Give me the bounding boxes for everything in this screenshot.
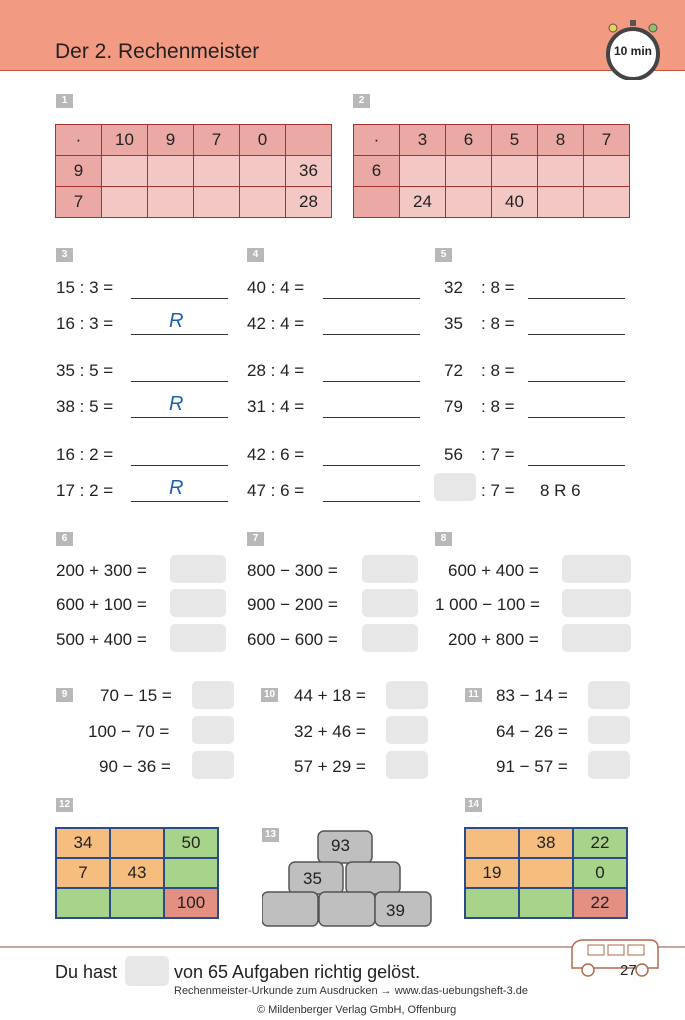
table-cell: · (354, 125, 400, 156)
equation-label: 900 − 200 = (247, 595, 338, 614)
answer-box[interactable] (362, 624, 418, 652)
equation-label: 57 + 29 = (294, 757, 366, 776)
equation-label: : 8 = (481, 397, 515, 416)
grid-cell: 43 (110, 858, 164, 888)
answer-box[interactable] (562, 589, 631, 617)
task-badge-9: 9 (56, 688, 73, 702)
table-cell: 0 (240, 125, 286, 156)
table-cell[interactable] (102, 187, 148, 218)
answer-box[interactable] (562, 555, 631, 583)
answer-box[interactable] (386, 681, 428, 709)
equation-label: : 7 = (481, 445, 515, 464)
equation-label: 800 − 300 = (247, 561, 338, 580)
copyright-text: © Mildenberger Verlag GmbH, Offenburg (257, 1004, 457, 1016)
multiplication-table-1 (55, 124, 332, 218)
answer-line[interactable] (131, 464, 228, 466)
equation-label: 100 − 70 = (88, 722, 170, 741)
remainder-mark: R (169, 393, 184, 415)
equation-label: : 8 = (481, 278, 515, 297)
dividend-label: 32 (444, 278, 463, 297)
grid-cell: 22 (573, 888, 627, 918)
table-cell[interactable] (538, 187, 584, 218)
equation-label: 16 : 3 = (56, 314, 114, 333)
table-cell: 9 (148, 125, 194, 156)
grid-cell: 100 (164, 888, 218, 918)
equation-label: : 7 = (481, 481, 515, 500)
answer-line[interactable] (323, 380, 420, 382)
table-cell[interactable] (240, 156, 286, 187)
van-icon (566, 934, 664, 978)
equation-label: 38 : 5 = (56, 397, 114, 416)
table-cell: 36 (286, 156, 332, 187)
pyramid-value: 35 (303, 869, 322, 888)
answer-box[interactable] (192, 716, 234, 744)
grid-cell: 19 (465, 858, 519, 888)
dividend-label: 56 (444, 445, 463, 464)
grid-cell[interactable] (110, 888, 164, 918)
equation-label: 200 + 800 = (448, 630, 539, 649)
equation-label: 90 − 36 = (99, 757, 171, 776)
answer-box[interactable] (362, 589, 418, 617)
equation-label: 91 − 57 = (496, 757, 568, 776)
table-cell: 5 (492, 125, 538, 156)
equation-label: 42 : 4 = (247, 314, 305, 333)
answer-line[interactable] (528, 380, 625, 382)
answer-line[interactable] (528, 416, 625, 418)
table-cell[interactable] (538, 156, 584, 187)
equation-label: 600 + 100 = (56, 595, 147, 614)
page-number: 27 (620, 962, 637, 979)
equation-label: 31 : 4 = (247, 397, 305, 416)
equation-label: 40 : 4 = (247, 278, 305, 297)
grid-cell[interactable] (519, 888, 573, 918)
grid-cell: 7 (56, 858, 110, 888)
answer-box[interactable] (192, 681, 234, 709)
table-cell: 7 (584, 125, 630, 156)
answer-line[interactable] (131, 333, 228, 335)
answer-box[interactable] (386, 716, 428, 744)
grid-cell[interactable] (164, 858, 218, 888)
equation-label: 83 − 14 = (496, 686, 568, 705)
equation-label: 42 : 6 = (247, 445, 305, 464)
task-badge-6: 6 (56, 532, 73, 546)
table-cell[interactable] (492, 156, 538, 187)
equation-label: 600 + 400 = (448, 561, 539, 580)
page-title: Der 2. Rechenmeister (55, 40, 260, 63)
table-cell: 24 (400, 187, 446, 218)
task-badge-10: 10 (261, 688, 278, 702)
table-cell: 7 (56, 187, 102, 218)
dividend-label: 72 (444, 361, 463, 380)
grid-cell[interactable] (56, 888, 110, 918)
table-cell: 10 (102, 125, 148, 156)
certificate-link[interactable]: Rechenmeister-Urkunde zum Ausdrucken → www.das-uebungsheft-3.de (174, 985, 529, 997)
dividend-label: 79 (444, 397, 463, 416)
equation-label: 16 : 2 = (56, 445, 114, 464)
table-cell[interactable] (354, 187, 400, 218)
equation-label: 32 + 46 = (294, 722, 366, 741)
score-prefix: Du hast (55, 962, 118, 982)
equation-label: 64 − 26 = (496, 722, 568, 741)
table-cell[interactable] (148, 156, 194, 187)
equation-label: 47 : 6 = (247, 481, 305, 500)
equation-label: : 8 = (481, 314, 515, 333)
answer-line[interactable] (528, 333, 625, 335)
answer-line[interactable] (323, 297, 420, 299)
table-cell[interactable] (102, 156, 148, 187)
table-cell: 8 (538, 125, 584, 156)
number-grid-12 (55, 827, 219, 919)
equation-label: : 8 = (481, 361, 515, 380)
answer-line[interactable] (131, 297, 228, 299)
equation-label: 15 : 3 = (56, 278, 114, 297)
answer-box[interactable] (588, 716, 630, 744)
task-badge-12: 12 (56, 798, 73, 812)
stopwatch-icon (603, 20, 663, 80)
task-badge-13: 13 (262, 828, 279, 842)
grid-cell[interactable] (110, 828, 164, 858)
timer-label: 10 min (613, 44, 652, 58)
table-cell: 9 (56, 156, 102, 187)
answer-line[interactable] (131, 380, 228, 382)
remainder-mark: R (169, 477, 184, 499)
task-badge-5: 5 (435, 248, 452, 262)
answer-line[interactable] (131, 500, 228, 502)
answer-line[interactable] (131, 416, 228, 418)
score-box[interactable] (125, 956, 169, 986)
grid-cell: 50 (164, 828, 218, 858)
equation-label: 600 − 600 = (247, 630, 338, 649)
given-result: 8 R 6 (540, 481, 581, 500)
table-cell: 6 (446, 125, 492, 156)
number-grid-14 (464, 827, 628, 919)
grid-cell: 34 (56, 828, 110, 858)
equation-label: 35 : 5 = (56, 361, 114, 380)
pyramid-value: 93 (331, 836, 350, 855)
answer-box[interactable] (386, 751, 428, 779)
table-cell[interactable] (584, 187, 630, 218)
answer-line[interactable] (528, 464, 625, 466)
task-badge-8: 8 (435, 532, 452, 546)
table-cell: 28 (286, 187, 332, 218)
answer-line[interactable] (528, 297, 625, 299)
equation-label: 200 + 300 = (56, 561, 147, 580)
table-cell: 7 (194, 125, 240, 156)
table-cell[interactable] (194, 187, 240, 218)
grid-cell[interactable] (465, 888, 519, 918)
table-cell[interactable] (446, 156, 492, 187)
task-badge-4: 4 (247, 248, 264, 262)
equation-label: 28 : 4 = (247, 361, 305, 380)
equation-label: 44 + 18 = (294, 686, 366, 705)
table-cell: 40 (492, 187, 538, 218)
table-cell (286, 125, 332, 156)
answer-box[interactable] (562, 624, 631, 652)
table-cell[interactable] (584, 156, 630, 187)
equation-label: 70 − 15 = (100, 686, 172, 705)
score-suffix: von 65 Aufgaben richtig gelöst. (174, 962, 421, 982)
answer-box[interactable] (362, 555, 418, 583)
table-cell[interactable] (240, 187, 286, 218)
table-cell[interactable] (446, 187, 492, 218)
equation-label: 17 : 2 = (56, 481, 114, 500)
table-cell[interactable] (148, 187, 194, 218)
answer-box[interactable] (588, 751, 630, 779)
pyramid-value: 39 (386, 901, 405, 920)
dividend-label: 35 (444, 314, 463, 333)
grid-cell[interactable] (465, 828, 519, 858)
table-cell: 3 (400, 125, 446, 156)
task-badge-14: 14 (465, 798, 482, 812)
grid-cell: 22 (573, 828, 627, 858)
remainder-mark: R (169, 310, 184, 332)
table-cell[interactable] (194, 156, 240, 187)
number-pyramid-13 (262, 828, 434, 928)
answer-line[interactable] (323, 416, 420, 418)
answer-line[interactable] (323, 500, 420, 502)
grid-cell: 38 (519, 828, 573, 858)
table-cell: · (56, 125, 102, 156)
answer-box[interactable] (192, 751, 234, 779)
task-badge-3: 3 (56, 248, 73, 262)
equation-label: 500 + 400 = (56, 630, 147, 649)
task-badge-11: 11 (465, 688, 482, 702)
answer-box[interactable] (170, 589, 226, 617)
table-cell: 6 (354, 156, 400, 187)
answer-box[interactable] (588, 681, 630, 709)
multiplication-table-2 (353, 124, 630, 218)
task-badge-2: 2 (353, 94, 370, 108)
answer-box[interactable] (170, 555, 226, 583)
answer-box[interactable] (170, 624, 226, 652)
answer-line[interactable] (323, 333, 420, 335)
task-badge-7: 7 (247, 532, 264, 546)
answer-line[interactable] (323, 464, 420, 466)
grid-cell: 0 (573, 858, 627, 888)
table-cell[interactable] (400, 156, 446, 187)
grid-cell[interactable] (519, 858, 573, 888)
answer-box[interactable] (434, 473, 476, 501)
equation-label: 1 000 − 100 = (435, 595, 540, 614)
task-badge-1: 1 (56, 94, 73, 108)
